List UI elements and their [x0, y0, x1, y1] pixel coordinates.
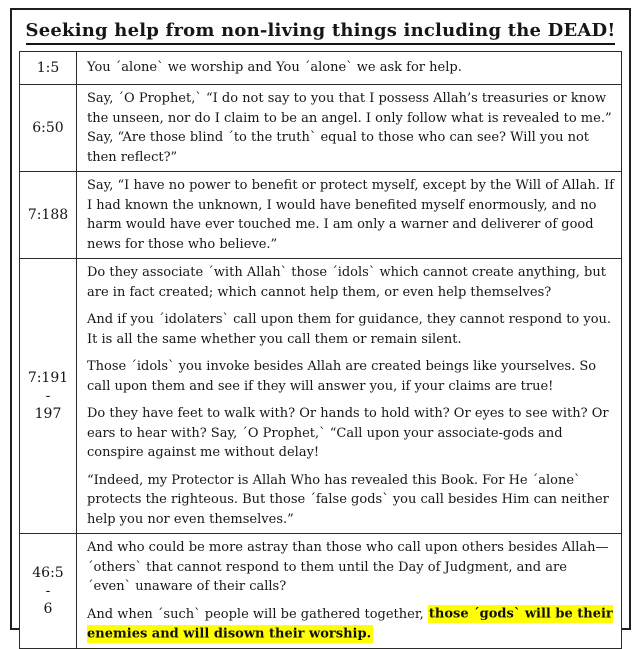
table-row — [20, 534, 622, 649]
verse-paragraph — [87, 605, 615, 644]
verse-ref-cell — [20, 172, 77, 259]
verse-paragraph — [87, 263, 615, 302]
verse-paragraph-text: Say, ´O Prophet,` “I do not say to you that I possess Allah’s treasuries or know the unseen, nor do I claim to be an angel. I only follow what is revealed to me.” Say, “Are those blind ´to the truth` equal to those who can see? Will you not then reflect?” — [87, 91, 612, 165]
verse-ref-line: 6 — [43, 600, 53, 617]
verse-paragraph — [87, 310, 615, 349]
verse-paragraph-text: Do they associate ´with Allah` those ´idols` which cannot create anything, but are in fact created; which cannot help them, or even help themselves? — [87, 265, 606, 300]
verse-paragraph — [87, 538, 615, 597]
table-row — [20, 259, 622, 534]
page-title — [12, 19, 629, 43]
verse-ref-line: 7:191 — [27, 370, 69, 386]
verses-table — [19, 51, 622, 649]
page-title-text: Seeking help from non-living things including the DEAD! — [26, 20, 616, 45]
verse-ref-cell — [20, 259, 77, 534]
verse-ref-line: 1:5 — [36, 60, 60, 76]
verse-paragraph-text: Say, “I have no power to benefit or protect myself, except by the Will of Allah. If I had known the unknown, I would have benefited myself enormously, and no harm would have ever touched me. I am only a warner and deliverer of good news for those who believe.” — [87, 178, 615, 252]
verse-paragraph — [87, 404, 615, 463]
table-row — [20, 172, 622, 259]
verse-paragraph — [87, 471, 615, 530]
verse-paragraph-text: Do they have feet to walk with? Or hands to hold with? Or eyes to see with? Or ears to hear with? Say, ´O Prophet,` “Call upon your associate-gods and conspire against me without delay! — [87, 406, 609, 460]
verse-ref-line: 197 — [34, 406, 62, 422]
verse-paragraph-text: You ´alone` we worship and You ´alone` we ask for help. — [87, 60, 462, 76]
verse-ref-cell — [20, 85, 77, 172]
verse-text-cell — [77, 534, 622, 649]
verse-text-cell — [77, 172, 622, 259]
verse-paragraph — [87, 357, 615, 396]
verse-paragraph — [87, 58, 615, 78]
table-row — [20, 52, 622, 85]
verse-paragraph — [87, 176, 615, 254]
verse-text-cell — [77, 85, 622, 172]
verse-paragraph-text: “Indeed, my Protector is Allah Who has revealed this Book. For He ´alone` protects the righteous. But those ´false gods` you call besides Him can neither help you nor even themselves.” — [87, 472, 609, 527]
verse-ref-line: - — [45, 388, 51, 404]
verse-ref-line: - — [45, 582, 51, 599]
table-row — [20, 85, 622, 172]
highlighted-text: those ´gods` will be their enemies and will disown their worship. — [87, 606, 613, 641]
verse-ref-line: 7:188 — [27, 207, 69, 223]
verse-text-cell — [77, 52, 622, 85]
verse-paragraph-text: And who could be more astray than those who call upon others besides Allah—´others` that cannot respond to them until the Day of Judgment, and are ´even` unaware of their calls? — [87, 540, 609, 594]
verse-ref-cell — [20, 52, 77, 85]
verse-ref-line: 6:50 — [32, 120, 64, 136]
verse-paragraph-text: And when ´such` people will be gathered together, — [87, 606, 428, 622]
verses-table-body — [20, 52, 622, 649]
verse-ref-cell — [20, 534, 77, 649]
verse-ref-line: 46:5 — [32, 564, 64, 581]
document-page-frame — [10, 8, 631, 641]
verse-paragraph-text: And if you ´idolaters` call upon them for guidance, they cannot respond to you. It is all the same whether you call them or remain silent. — [87, 312, 612, 347]
verse-paragraph — [87, 89, 615, 167]
verse-paragraph-text: Those ´idols` you invoke besides Allah are created beings like yourselves. So call upon them and see if they will answer you, if your claims are true! — [87, 359, 597, 394]
verse-text-cell — [77, 259, 622, 534]
